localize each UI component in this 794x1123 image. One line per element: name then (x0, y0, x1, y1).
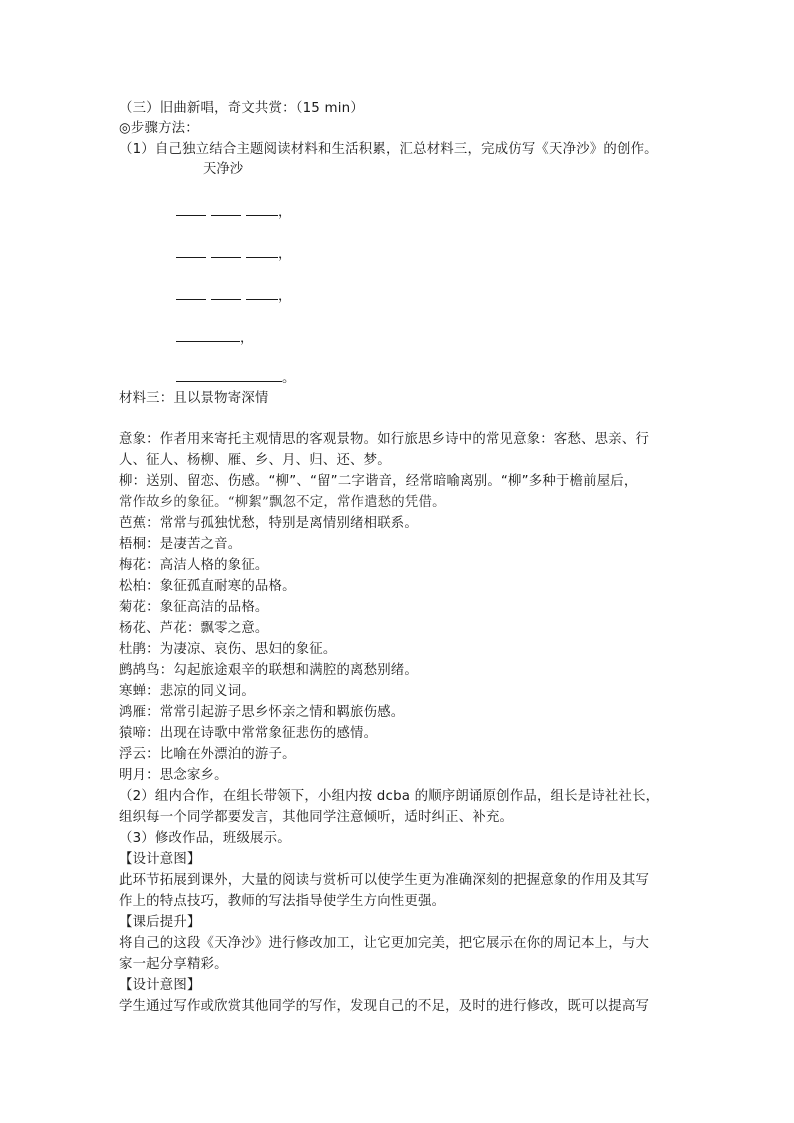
list-item: 杨花、芦花：飘零之意。 (119, 621, 269, 636)
yixiang-line-1: 意象：作者用来寄托主观情思的客观景物。如行旅思乡诗中的常见意象：客愁、思亲、行 (119, 432, 650, 447)
section-title: （三）旧曲新唱，奇文共赏：（15 min） (119, 101, 364, 116)
poem-title: 天净沙 (203, 162, 244, 177)
list-item: 猿啼：出现在诗歌中常常象征悲伤的感情。 (119, 726, 378, 741)
list-item: 鹧鸪鸟：勾起旅途艰辛的联想和满腔的离愁别绪。 (119, 663, 418, 678)
step-2-line-1: （2）组内合作，在组长带领下，小组内按 dcba 的顺序朗诵原创作品，组长是诗社社长， (119, 789, 660, 804)
poem-blank-line-4: ， (176, 329, 253, 349)
after-class-heading: 【课后提升】 (119, 915, 201, 930)
list-item: 寒蝉：悲凉的同义词。 (119, 684, 255, 699)
list-item: 杜鹃：为凄凉、哀伤、思妇的象征。 (119, 642, 337, 657)
poem-blank-line-2: ， (176, 245, 291, 265)
design-intent-2-line-1: 学生通过写作或欣赏其他同学的写作，发现自己的不足，及时的进行修改，既可以提高写 (119, 999, 650, 1014)
design-intent-heading-2: 【设计意图】 (119, 978, 201, 993)
after-class-line-2: 家一起分享精彩。 (119, 957, 228, 972)
poem-blank-line-3: ， (176, 287, 291, 307)
liu-line-2: 常作故乡的象征。“柳絮”飘忽不定，常作遣愁的凭借。 (119, 495, 446, 510)
steps-label: ◎步骤方法： (119, 121, 199, 136)
yixiang-line-2: 人、征人、杨柳、雁、乡、月、归、还、梦。 (119, 453, 391, 468)
after-class-line-1: 将自己的这段《天净沙》进行修改加工，让它更加完美，把它展示在你的周记本上，与大 (119, 936, 650, 951)
list-item: 浮云：比喻在外漂泊的游子。 (119, 747, 296, 762)
design-intent-line-2: 作上的特点技巧，教师的写法指导使学生方向性更强。 (119, 894, 446, 909)
list-item: 梅花：高洁人格的象征。 (119, 558, 269, 573)
list-item: 芭蕉：常常与孤独忧愁，特别是离情别绪相联系。 (119, 516, 418, 531)
list-item: 鸿雁：常常引起游子思乡怀亲之情和羁旅伤感。 (119, 705, 405, 720)
list-item: 菊花：象征高洁的品格。 (119, 600, 269, 615)
poem-blank-line-1: ， (176, 203, 291, 223)
list-item: 明月：思念家乡。 (119, 768, 228, 783)
step-1-text: （1）自己独立结合主题阅读材料和生活积累，汇总材料三，完成仿写《天净沙》的创作。 (119, 142, 658, 157)
step-3-text: （3）修改作品，班级展示。 (119, 831, 291, 846)
step-2-line-2: 组织每一个同学都要发言，其他同学注意倾听，适时纠正、补充。 (119, 810, 514, 825)
material-title: 材料三：且以景物寄深情 (119, 391, 269, 406)
liu-line-1: 柳：送别、留恋、伤感。“柳”、“留”二字谐音，经常暗喻离别。“柳”多种于檐前屋后， (119, 474, 638, 489)
design-intent-line-1: 此环节拓展到课外，大量的阅读与赏析可以使学生更为准确深刻的把握意象的作用及其写 (119, 873, 650, 888)
design-intent-heading: 【设计意图】 (119, 852, 201, 867)
list-item: 梧桐：是凄苦之音。 (119, 537, 242, 552)
list-item: 松柏：象征孤直耐寒的品格。 (119, 579, 296, 594)
poem-blank-line-5: 。 (176, 369, 295, 389)
